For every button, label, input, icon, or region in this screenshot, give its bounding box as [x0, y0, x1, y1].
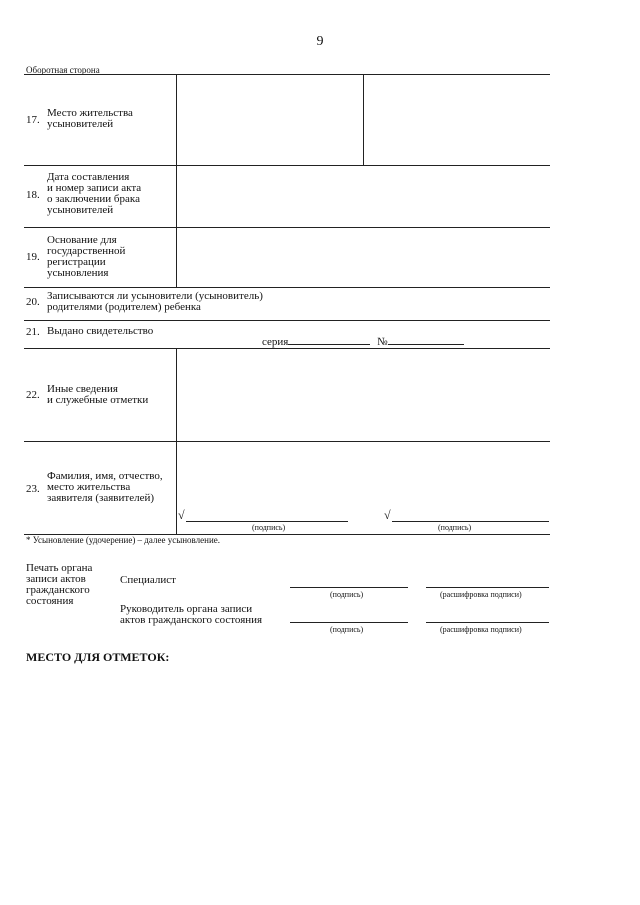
notes-title: МЕСТО ДЛЯ ОТМЕТОК: — [26, 650, 170, 664]
row-divider-17 — [24, 165, 550, 166]
head-signature-line[interactable] — [290, 622, 408, 623]
series-blank[interactable] — [288, 334, 370, 345]
row-17-label: Место жительства усыновителей — [47, 107, 133, 130]
column-divider-17-right — [363, 74, 364, 165]
applicant-2-signature-caption: (подпись) — [438, 523, 472, 532]
applicant-2-check-mark: √ — [384, 508, 391, 522]
row-divider-19 — [24, 287, 550, 288]
footnote: * Усыновление (удочерение) – далее усыновление. — [26, 535, 221, 545]
applicant-1-check-mark: √ — [178, 508, 185, 522]
row-divider-21 — [24, 348, 550, 349]
number-label: № — [377, 336, 388, 348]
applicant-2-signature-line[interactable] — [392, 521, 549, 522]
column-divider-main — [176, 74, 177, 287]
side-label: Оборотная сторона — [26, 65, 100, 75]
series-label: серия — [262, 336, 289, 348]
table-top-line — [24, 74, 550, 75]
row-23-label: Фамилия, имя, отчество, место жительства заявителя (заявителей) — [47, 470, 163, 504]
row-20-label: Записываются ли усыновители (усыновитель) родителями (родителем) ребенка — [47, 290, 263, 313]
row-22-number: 22. — [26, 389, 40, 401]
row-20-number: 20. — [26, 296, 40, 308]
row-23-number: 23. — [26, 483, 40, 495]
specialist-signature-caption: (подпись) — [330, 590, 364, 599]
row-19-label: Основание для государственной регистрации усыновления — [47, 234, 126, 279]
row-17-number: 17. — [26, 114, 40, 126]
row-18-number: 18. — [26, 189, 40, 201]
applicant-1-signature-line[interactable] — [186, 521, 348, 522]
certificate-series-field — [262, 334, 464, 348]
head-decode-line[interactable] — [426, 622, 549, 623]
row-22-label: Иные сведения и служебные отметки — [47, 383, 149, 406]
row-divider-20 — [24, 320, 550, 321]
specialist-decode-caption: (расшифровка подписи) — [440, 590, 522, 599]
column-divider-main-lower — [176, 348, 177, 534]
specialist-label: Специалист — [120, 574, 176, 586]
row-divider-18 — [24, 227, 550, 228]
page-number: 9 — [316, 34, 324, 49]
row-21-label: Выдано свидетельство — [47, 325, 154, 337]
specialist-decode-line[interactable] — [426, 587, 549, 588]
stamp-label: Печать органа записи актов гражданского состояния — [26, 562, 93, 607]
specialist-signature-line[interactable] — [290, 587, 408, 588]
row-19-number: 19. — [26, 251, 40, 263]
head-decode-caption: (расшифровка подписи) — [440, 625, 522, 634]
number-blank[interactable] — [388, 334, 464, 345]
head-label: Руководитель органа записи актов гражданского состояния — [120, 603, 263, 626]
row-21-number: 21. — [26, 326, 40, 338]
applicant-1-signature-caption: (подпись) — [252, 523, 286, 532]
row-divider-22 — [24, 441, 550, 442]
head-signature-caption: (подпись) — [330, 625, 364, 634]
row-18-label: Дата составления и номер записи акта о заключении брака усыновителей — [47, 171, 142, 216]
